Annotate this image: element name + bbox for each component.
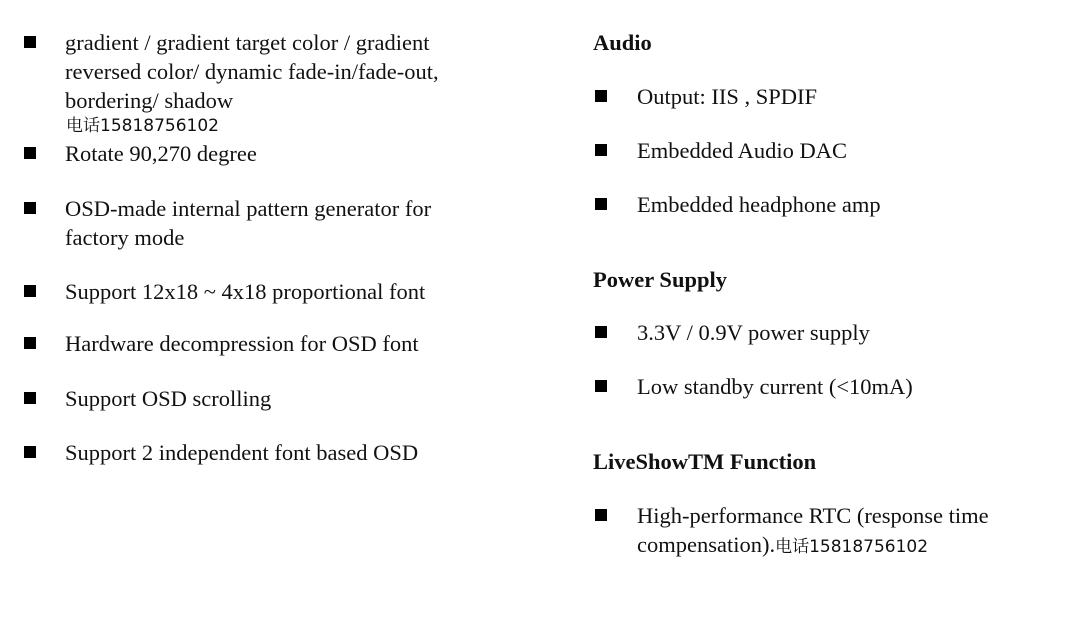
- item-line: 3.3V / 0.9V power supply: [637, 320, 870, 345]
- square-bullet-icon: [24, 446, 36, 458]
- square-bullet-icon: [24, 285, 36, 297]
- list-item: [637, 318, 870, 347]
- list-item: [65, 277, 425, 306]
- square-bullet-icon: [24, 392, 36, 404]
- phone-watermark-note: 电话15818756102: [66, 116, 219, 136]
- item-line: reversed color/ dynamic fade-in/fade-out,: [65, 59, 439, 84]
- item-line: Support 12x18 ~ 4x18 proportional font: [65, 279, 426, 304]
- list-item: [637, 82, 817, 111]
- item-line: OSD-made internal pattern generator for: [65, 196, 432, 221]
- item-line: gradient / gradient target color / gradient: [65, 30, 430, 55]
- list-item: [65, 438, 418, 467]
- list-item: [65, 139, 257, 168]
- item-line: Support 2 independent font based OSD: [65, 440, 419, 465]
- item-line: Embedded Audio DAC: [637, 138, 847, 163]
- item-line: Support OSD scrolling: [65, 386, 272, 411]
- item-line: High-performance RTC (response time: [637, 503, 989, 528]
- square-bullet-icon: [24, 202, 36, 214]
- item-line: factory mode: [65, 225, 185, 250]
- section-heading-liveshow: LiveShowTM Function: [593, 449, 817, 474]
- list-item: [65, 329, 419, 358]
- square-bullet-icon: [24, 337, 36, 349]
- square-bullet-icon: [595, 326, 607, 338]
- square-bullet-icon: [24, 147, 36, 159]
- list-item: [65, 28, 439, 115]
- list-item: [637, 190, 881, 219]
- item-line: Low standby current (<10mA): [637, 374, 913, 399]
- square-bullet-icon: [24, 36, 36, 48]
- square-bullet-icon: [595, 509, 607, 521]
- item-line: Output: IIS , SPDIF: [637, 84, 818, 109]
- square-bullet-icon: [595, 144, 607, 156]
- list-item: [637, 136, 847, 165]
- list-item: [637, 501, 989, 562]
- list-item: [65, 384, 271, 413]
- section-heading-audio: Audio: [593, 30, 652, 55]
- section-heading-power-supply: Power Supply: [593, 267, 727, 292]
- square-bullet-icon: [595, 380, 607, 392]
- phone-watermark-note: 电话15818756102: [775, 537, 929, 557]
- square-bullet-icon: [595, 90, 607, 102]
- square-bullet-icon: [595, 198, 607, 210]
- list-item: [65, 194, 431, 252]
- item-line: Embedded headphone amp: [637, 192, 881, 217]
- item-line: compensation).: [637, 532, 776, 557]
- list-item: [637, 372, 913, 401]
- item-line-with-note: [637, 530, 989, 562]
- item-line: Rotate 90,270 degree: [65, 141, 257, 166]
- item-line: Hardware decompression for OSD font: [65, 331, 419, 356]
- item-line: bordering/ shadow: [65, 88, 234, 113]
